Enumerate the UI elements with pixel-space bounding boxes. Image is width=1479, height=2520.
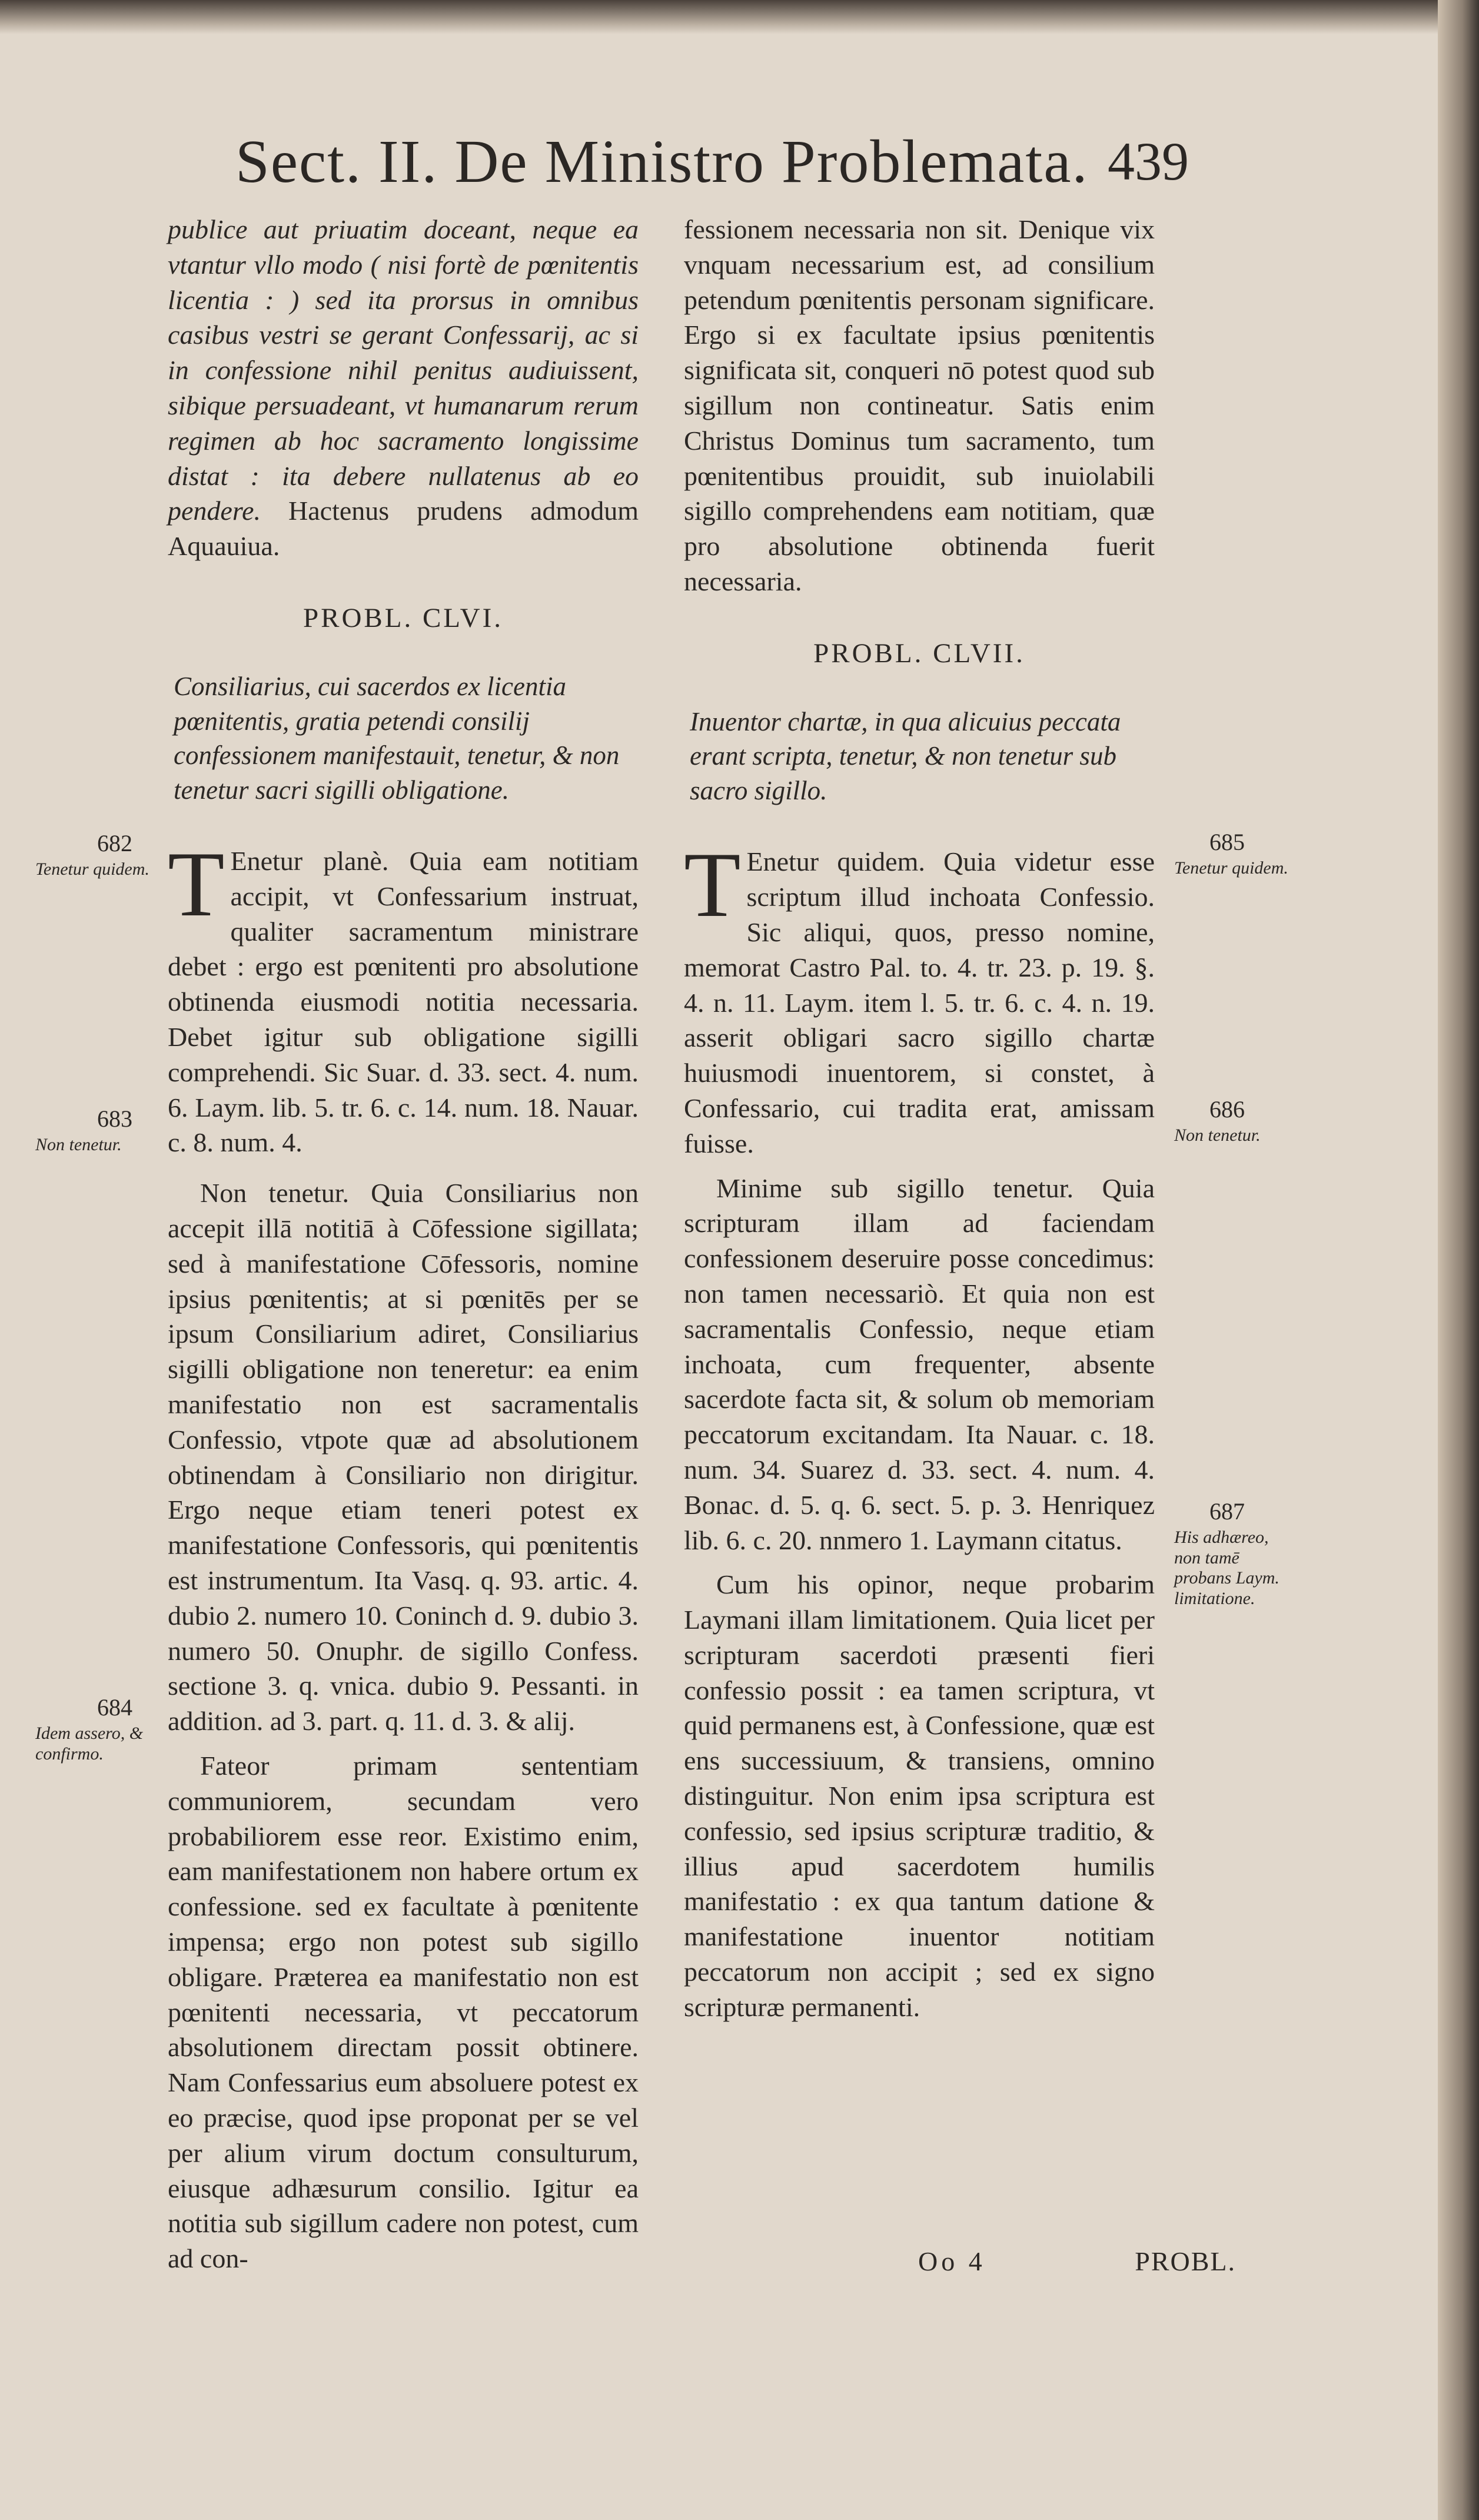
page-number: 439: [1108, 131, 1189, 191]
catchword: PROBL.: [1135, 2246, 1236, 2276]
paragraph-685-text: Enetur quidem. Quia videtur esse scriptum illud inchoata Confessio. Sic aliqui, quos, presso nomine, memorat Castro Pal. to. 4. tr. 23. p. 19. §. 4. n. 11. Laym. item l. 5. tr. 6. c. 4. n. 19. asserit obligari sacro sigillo chartæ huiusmodi inuentorem, si constet, à Confessario, cui tradita erat, amissam fuisse.: [684, 846, 1155, 1158]
margin-note-682-text: Tenetur quidem.: [35, 859, 149, 879]
margin-note-683: [35, 1105, 150, 1156]
margin-note-684-number: 684: [97, 1694, 132, 1721]
left-intro-roman: Hactenus prudens admodum Aquauiua.: [168, 496, 639, 562]
margin-note-682: [35, 830, 150, 880]
running-title: Sect. II. De Ministro Problemata.: [235, 128, 1089, 195]
margin-note-685: [1174, 829, 1292, 879]
paragraph-685: [684, 834, 1155, 1161]
problem-157-summary: Inuentor chartæ, in qua alicuius peccata erant scripta, tenetur, & non tenetur sub sacro sigillo.: [690, 706, 1121, 805]
paragraph-682: [168, 833, 639, 1160]
margin-note-686: [1174, 1096, 1292, 1146]
problem-157-heading: PROBL. CLVII.: [813, 638, 1025, 669]
problem-156-summary: Consiliarius, cui sacerdos ex licentia pœnitentis, gratia petendi consilij confessionem manifestauit, tenetur, & non tenetur sacri sigilli obligatione.: [174, 672, 620, 805]
margin-note-682-number: 682: [97, 830, 132, 856]
margin-note-684-text: Idem assero, & confirmo.: [35, 1724, 144, 1764]
paragraph-683: Non tenetur. Quia Consiliarius non accepit illā notitiā à Cōfessione sigillata; sed à manifestatione Cōfessoris, nomine ipsius pœnitentis; at si pœnitēs per se ipsum Consiliarium adiret, Consiliarius sigilli obligatione non teneretur: ea enim manifestatio non est sacramentalis Confessio, vtpote quæ ad absolutionem obtinendam à Consiliario non dirigitur. Ergo neque etiam teneri potest ex manifestatione Confessoris, qui pœnitentis est instrumentum. Ita Vasq. q. 93. artic. 4. dubio 2. numero 10. Coninch d. 9. dubio 3. numero 50. Onuphr. de sigillo Confess. sectione 3. q. vnica. dubio 9. Pessanti. in addition. ad 3. part. q. 11. d. 3. & alij.: [168, 1178, 639, 1737]
paragraph-682-text: Enetur planè. Quia eam notitiam accipit, vt Confessarium instruat, qualiter sacramentum ministrare debet : ergo est pœnitenti pro absolutione obtinenda eiusmodi notitia necessaria. Debet igitur sub obligatione sigilli comprehendi. Sic Suar. d. 33. sect. 4. num. 6. Laym. lib. 5. tr. 6. c. 14. num. 18. Nauar. c. 8. num. 4.: [168, 846, 639, 1158]
margin-note-686-number: 686: [1209, 1096, 1245, 1123]
page-top-shadow: [0, 0, 1479, 34]
left-column: [168, 212, 639, 2276]
margin-note-687-text: His adhæreo, non tamē probans Laym. limitatione.: [1174, 1528, 1279, 1608]
margin-note-687: [1174, 1498, 1292, 1609]
margin-note-684: [35, 1694, 150, 1764]
margin-note-683-number: 683: [97, 1105, 132, 1132]
right-column: [684, 212, 1155, 2025]
page-gutter-shadow: [1438, 0, 1479, 2520]
problem-156-heading: PROBL. CLVI.: [303, 602, 504, 633]
margin-note-685-number: 685: [1209, 829, 1245, 855]
signature-mark: Oo 4: [918, 2246, 986, 2276]
paragraph-687: Cum his opinor, neque probarim Laymani illam limitationem. Quia licet per scripturam sacerdoti præsenti fieri confessio possit : ea tamen scriptura, vt quid permanens est, à Confessione, quæ est ens successiuum, & transiens, omnino distinguitur. Non enim ipsa scriptura est confessio, sed ipsius scripturæ traditio, & illius apud sacerdotem humilis manifestatio : ex qua tantum datione & manifestatione inuentor notitiam peccatorum non accipit ; sed ex signo scripturæ permanenti.: [684, 1569, 1155, 2022]
paragraph-686: Minime sub sigillo tenetur. Quia scripturam illam ad faciendam confessionem deseruire posse concedimus: non tamen necessariò. Et quia non est sacramentalis Confessio, neque etiam inchoata, cum frequenter, absente sacerdote facta sit, & solum ob memoriam peccatorum excitandam. Ita Nauar. c. 18. num. 34. Suarez d. 33. sect. 4. num. 4. Bonac. d. 5. q. 6. sect. 5. p. 3. Henriquez lib. 6. c. 20. nnmero 1. Laymann citatus.: [684, 1173, 1155, 1555]
margin-note-686-text: Non tenetur.: [1174, 1125, 1261, 1145]
paragraph-684: Fateor primam sententiam communiorem, secundam vero probabiliorem esse reor. Existimo enim, eam manifestationem non habere ortum ex confessione. sed ex facultate à pœnitente impensa; ergo non potest sub sigillo obligare. Præterea ea manifestatio non est pœnitenti necessaria, vt peccatorum absolutionem directam possit obtinere. Nam Confessarius eum absoluere potest ex eo præcise, quod ipse proponat per se vel per alium virum doctum consulturum, eiusque adhæsurum consilio. Igitur ea notitia sub sigillum cadere non potest, cum ad con-: [168, 1750, 639, 2274]
margin-note-687-number: 687: [1209, 1498, 1245, 1525]
right-continuation: fessionem necessaria non sit. Denique vix vnquam necessarium est, ad consilium petendum pœnitentis personam significare. Ergo si ex facultate ipsius pœnitentis significata sit, conqueri nō potest quod sub sigillum non contineatur. Satis enim Christus Dominus tum sacramento, tum pœnitentibus prouidit, sub inuiolabili sigillo comprehendens eam notitiam, quæ pro absolutione obtinenda fuerit necessaria.: [684, 214, 1155, 596]
dropcap-685: T: [684, 834, 741, 937]
page-footer: [918, 2246, 1236, 2287]
page-header: [235, 127, 1189, 209]
margin-note-683-text: Non tenetur.: [35, 1135, 122, 1154]
left-intro-italic: publice aut priuatim doceant, neque ea vtantur vllo modo ( nisi fortè de pœnitentis licentia : ) sed ita prorsus in omnibus casibus vestri se gerant Confessarij, ac si in confessione nihil penitus audiuissent, sibique persuadeant, vt humanarum rerum regimen ab hoc sacramento longissime distat : ita debere nullatenus ab eo pendere.: [168, 214, 639, 526]
dropcap-682: T: [168, 833, 225, 937]
left-intro: [168, 212, 639, 564]
margin-note-685-text: Tenetur quidem.: [1174, 858, 1288, 878]
